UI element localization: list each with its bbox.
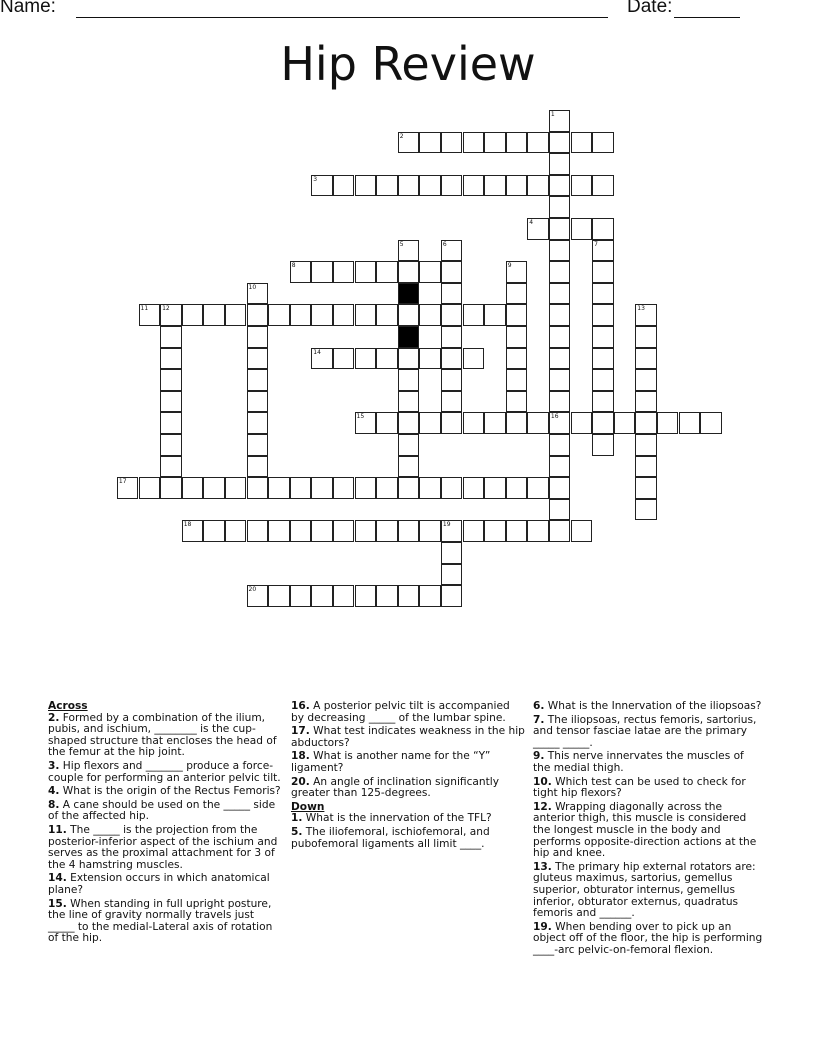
clue-number: 12 bbox=[162, 305, 170, 313]
clue-num: 18. bbox=[291, 750, 310, 763]
grid-cell[interactable] bbox=[203, 477, 225, 499]
grid-cell[interactable] bbox=[376, 477, 398, 499]
clue-num: 5. bbox=[291, 825, 303, 838]
grid-cell[interactable] bbox=[463, 520, 485, 542]
clue-text: The iliopsoas, rectus femoris, sartorius, and tensor fasciae latae are the primary _____ _____. bbox=[533, 713, 757, 749]
clue-num: 20. bbox=[291, 775, 310, 788]
grid-cell[interactable] bbox=[376, 304, 398, 326]
clue-across bbox=[48, 800, 282, 823]
grid-cell[interactable] bbox=[441, 283, 463, 305]
grid-cell[interactable] bbox=[203, 520, 225, 542]
grid-cell[interactable] bbox=[419, 304, 441, 326]
grid-cell[interactable] bbox=[549, 348, 571, 370]
clue-text: A cane should be used on the _____ side of the affected hip. bbox=[48, 798, 276, 823]
grid-cell[interactable] bbox=[441, 326, 463, 348]
grid-cell[interactable] bbox=[419, 175, 441, 197]
clue-down bbox=[533, 751, 763, 774]
grid-cell[interactable] bbox=[441, 132, 463, 154]
grid-cell[interactable] bbox=[398, 391, 420, 413]
clue-number: 10 bbox=[248, 283, 257, 291]
grid-cell[interactable] bbox=[441, 477, 463, 499]
clue-text: When standing in full upright posture, the line of gravity normally travels just _____ to the medial-Lateral axis of rotation of the hip. bbox=[48, 897, 273, 945]
clue-across bbox=[291, 701, 525, 724]
clue-num: 15. bbox=[48, 897, 67, 910]
clue-number: 4 bbox=[529, 219, 534, 226]
grid-cell[interactable] bbox=[441, 261, 463, 283]
clue-number: 5 bbox=[399, 240, 404, 248]
grid-cell[interactable] bbox=[484, 412, 506, 434]
grid-cell[interactable] bbox=[398, 240, 420, 262]
grid-cell[interactable] bbox=[376, 175, 398, 197]
clues-column-1 bbox=[48, 701, 282, 947]
grid-cell[interactable] bbox=[571, 412, 593, 434]
clue-down bbox=[533, 777, 763, 800]
clue-down bbox=[291, 813, 525, 825]
clue-num: 8. bbox=[48, 798, 60, 811]
clue-num: 11. bbox=[48, 823, 67, 836]
grid-cell[interactable] bbox=[484, 175, 506, 197]
grid-cell[interactable] bbox=[419, 477, 441, 499]
grid-cell[interactable] bbox=[160, 369, 182, 391]
clue-across bbox=[48, 873, 282, 896]
grid-cell[interactable] bbox=[506, 304, 528, 326]
grid-cell[interactable] bbox=[333, 348, 355, 370]
clue-text: When bending over to pick up an object off of the floor, the hip is performing ____-arc pelvic-on-femoral flexion. bbox=[533, 920, 763, 956]
clue-num: 10. bbox=[533, 775, 552, 788]
grid-cell[interactable] bbox=[376, 261, 398, 283]
clue-number: 18 bbox=[183, 521, 192, 529]
grid-cell[interactable] bbox=[268, 585, 290, 607]
grid-cell[interactable] bbox=[657, 412, 679, 434]
clue-text: Wrapping diagonally across the anterior thigh, this muscle is considered the longest muscle in the body and performs opposite-direction actions at the hip and knee. bbox=[533, 800, 757, 860]
grid-cell[interactable] bbox=[268, 477, 290, 499]
clue-number: 7 bbox=[594, 240, 598, 248]
grid-cell[interactable] bbox=[355, 520, 377, 542]
grid-cell[interactable] bbox=[398, 261, 420, 283]
grid-cell[interactable] bbox=[398, 456, 420, 478]
grid-cell[interactable] bbox=[311, 304, 333, 326]
grid-cell[interactable] bbox=[225, 304, 247, 326]
grid-cell[interactable] bbox=[549, 283, 571, 305]
grid-cell[interactable] bbox=[160, 326, 182, 348]
grid-cell[interactable] bbox=[247, 283, 269, 305]
grid-cell[interactable] bbox=[484, 520, 506, 542]
clue-num: 17. bbox=[291, 725, 310, 738]
grid-cell[interactable] bbox=[571, 218, 593, 240]
grid-cell[interactable] bbox=[549, 153, 571, 175]
grid-block bbox=[398, 283, 420, 305]
grid-cell[interactable] bbox=[463, 175, 485, 197]
grid-cell[interactable] bbox=[355, 348, 377, 370]
grid-cell[interactable] bbox=[333, 304, 355, 326]
grid-cell[interactable] bbox=[635, 412, 657, 434]
grid-cell[interactable] bbox=[398, 132, 420, 154]
clue-text: An angle of inclination significantly greater than 125-degrees. bbox=[291, 775, 499, 800]
grid-cell[interactable] bbox=[527, 520, 549, 542]
grid-cell[interactable] bbox=[549, 132, 571, 154]
clue-num: 1. bbox=[291, 812, 303, 825]
grid-cell[interactable] bbox=[355, 261, 377, 283]
grid-cell[interactable] bbox=[592, 132, 614, 154]
clue-text: Which test can be used to check for tight hip flexors? bbox=[533, 775, 746, 800]
clue-num: 4. bbox=[48, 785, 60, 798]
grid-cell[interactable] bbox=[635, 326, 657, 348]
grid-cell[interactable] bbox=[592, 175, 614, 197]
grid-cell[interactable] bbox=[549, 304, 571, 326]
grid-cell[interactable] bbox=[549, 520, 571, 542]
grid-cell[interactable] bbox=[160, 477, 182, 499]
grid-cell[interactable] bbox=[333, 585, 355, 607]
grid-cell[interactable] bbox=[571, 132, 593, 154]
clue-num: 14. bbox=[48, 872, 67, 885]
grid-cell[interactable] bbox=[290, 304, 312, 326]
clue-down bbox=[533, 922, 763, 957]
grid-cell[interactable] bbox=[398, 477, 420, 499]
grid-cell[interactable] bbox=[679, 412, 701, 434]
grid-cell[interactable] bbox=[527, 175, 549, 197]
clue-text: The iliofemoral, ischiofemoral, and pubofemoral ligaments all limit ____. bbox=[291, 825, 490, 850]
clue-num: 2. bbox=[48, 711, 60, 724]
grid-cell[interactable] bbox=[463, 348, 485, 370]
grid-cell[interactable] bbox=[592, 348, 614, 370]
clue-number: 19 bbox=[442, 521, 451, 529]
grid-cell[interactable] bbox=[247, 369, 269, 391]
grid-cell[interactable] bbox=[182, 477, 204, 499]
grid-cell[interactable] bbox=[635, 391, 657, 413]
grid-cell[interactable] bbox=[441, 304, 463, 326]
grid-cell[interactable] bbox=[398, 348, 420, 370]
grid-cell[interactable] bbox=[484, 477, 506, 499]
grid-cell[interactable] bbox=[441, 564, 463, 586]
grid-cell[interactable] bbox=[160, 434, 182, 456]
grid-cell[interactable] bbox=[463, 477, 485, 499]
clue-text: The primary hip external rotators are: gluteus maximus, sartorius, gemellus superior, obturator internus, gemellus inferior, obturator externus, quadratus femoris and ______. bbox=[533, 860, 756, 920]
grid-cell[interactable] bbox=[290, 520, 312, 542]
grid-cell[interactable] bbox=[549, 369, 571, 391]
grid-cell[interactable] bbox=[419, 585, 441, 607]
grid-cell[interactable] bbox=[247, 477, 269, 499]
grid-cell[interactable] bbox=[527, 218, 549, 240]
grid-cell[interactable] bbox=[398, 520, 420, 542]
grid-cell[interactable] bbox=[419, 261, 441, 283]
grid-cell[interactable] bbox=[463, 132, 485, 154]
grid-cell[interactable] bbox=[441, 391, 463, 413]
grid-cell[interactable] bbox=[441, 520, 463, 542]
grid-cell[interactable] bbox=[139, 304, 161, 326]
grid-cell[interactable] bbox=[376, 520, 398, 542]
clue-across bbox=[291, 726, 525, 749]
clue-number: 1 bbox=[550, 111, 555, 118]
grid-cell[interactable] bbox=[441, 175, 463, 197]
grid-cell[interactable] bbox=[290, 585, 312, 607]
clue-num: 13. bbox=[533, 860, 552, 873]
clue-number: 17 bbox=[118, 478, 127, 486]
grid-cell[interactable] bbox=[549, 477, 571, 499]
grid-cell[interactable] bbox=[268, 520, 290, 542]
grid-cell[interactable] bbox=[441, 585, 463, 607]
grid-cell[interactable] bbox=[549, 499, 571, 521]
grid-cell[interactable] bbox=[635, 456, 657, 478]
grid-cell[interactable] bbox=[160, 391, 182, 413]
grid-cell[interactable] bbox=[311, 175, 333, 197]
clue-across bbox=[48, 899, 282, 945]
grid-cell[interactable] bbox=[527, 132, 549, 154]
grid-cell[interactable] bbox=[549, 196, 571, 218]
clue-text: Extension occurs in which anatomical plane? bbox=[48, 872, 270, 896]
clue-num: 16. bbox=[291, 700, 310, 712]
grid-cell[interactable] bbox=[592, 391, 614, 413]
grid-cell[interactable] bbox=[203, 304, 225, 326]
clues-column-3 bbox=[533, 701, 763, 958]
clue-number: 6 bbox=[442, 240, 447, 248]
grid-cell[interactable] bbox=[311, 477, 333, 499]
grid-cell[interactable] bbox=[139, 477, 161, 499]
clue-number: 14 bbox=[313, 348, 321, 356]
grid-cell[interactable] bbox=[549, 175, 571, 197]
grid-cell[interactable] bbox=[268, 304, 290, 326]
clue-num: 7. bbox=[533, 713, 545, 726]
grid-cell[interactable] bbox=[614, 412, 636, 434]
grid-cell[interactable] bbox=[355, 304, 377, 326]
grid-cell[interactable] bbox=[182, 520, 204, 542]
grid-cell[interactable] bbox=[592, 283, 614, 305]
page-title: Hip Review bbox=[280, 37, 536, 91]
grid-cell[interactable] bbox=[549, 261, 571, 283]
clue-text: This nerve innervates the muscles of the medial thigh. bbox=[533, 750, 744, 774]
grid-cell[interactable] bbox=[290, 261, 312, 283]
grid-cell[interactable] bbox=[463, 304, 485, 326]
grid-cell[interactable] bbox=[247, 456, 269, 478]
grid-cell[interactable] bbox=[549, 326, 571, 348]
clue-text: What is the innervation of the TFL? bbox=[305, 812, 492, 825]
grid-cell[interactable] bbox=[290, 477, 312, 499]
clue-number: 11 bbox=[140, 305, 149, 313]
grid-cell[interactable] bbox=[225, 477, 247, 499]
grid-cell[interactable] bbox=[398, 585, 420, 607]
grid-cell[interactable] bbox=[117, 477, 139, 499]
grid-cell[interactable] bbox=[247, 304, 269, 326]
clue-text: What test indicates weakness in the hip abductors? bbox=[291, 725, 525, 749]
grid-cell[interactable] bbox=[160, 412, 182, 434]
grid-cell[interactable] bbox=[247, 434, 269, 456]
clue-across bbox=[48, 713, 282, 759]
grid-cell[interactable] bbox=[247, 326, 269, 348]
grid-cell[interactable] bbox=[355, 175, 377, 197]
grid-cell[interactable] bbox=[419, 412, 441, 434]
grid-cell[interactable] bbox=[571, 520, 593, 542]
grid-cell[interactable] bbox=[635, 369, 657, 391]
clue-down bbox=[533, 701, 763, 713]
grid-cell[interactable] bbox=[441, 412, 463, 434]
grid-cell[interactable] bbox=[527, 412, 549, 434]
grid-cell[interactable] bbox=[376, 348, 398, 370]
grid-cell[interactable] bbox=[311, 585, 333, 607]
clue-number: 9 bbox=[507, 262, 512, 270]
grid-cell[interactable] bbox=[355, 412, 377, 434]
grid-cell[interactable] bbox=[398, 304, 420, 326]
clue-number: 13 bbox=[637, 305, 645, 313]
grid-cell[interactable] bbox=[592, 369, 614, 391]
grid-cell[interactable] bbox=[592, 240, 614, 262]
grid-cell[interactable] bbox=[398, 369, 420, 391]
clue-text: Formed by a combination of the ilium, pubis, and ischium, ________ is the cup-shaped structure that encloses the head of the femur at the hip joint. bbox=[48, 711, 277, 759]
grid-cell[interactable] bbox=[355, 477, 377, 499]
name-label: Name: bbox=[0, 0, 56, 17]
section-heading: Down bbox=[291, 800, 325, 813]
clue-text: Hip flexors and _______ produce a force-couple for performing an anterior pelvic tilt. bbox=[48, 759, 281, 784]
clue-number: 8 bbox=[291, 262, 296, 270]
grid-cell[interactable] bbox=[549, 240, 571, 262]
grid-cell[interactable] bbox=[398, 412, 420, 434]
grid-cell[interactable] bbox=[549, 110, 571, 132]
grid-cell[interactable] bbox=[527, 477, 549, 499]
grid-cell[interactable] bbox=[592, 218, 614, 240]
clue-text: What is another name for the “Y” ligament? bbox=[291, 750, 491, 774]
grid-cell[interactable] bbox=[311, 520, 333, 542]
grid-cell[interactable] bbox=[333, 520, 355, 542]
grid-cell[interactable] bbox=[247, 585, 269, 607]
grid-cell[interactable] bbox=[160, 456, 182, 478]
grid-cell[interactable] bbox=[592, 412, 614, 434]
grid-cell[interactable] bbox=[311, 261, 333, 283]
clue-across bbox=[48, 761, 282, 784]
grid-cell[interactable] bbox=[635, 304, 657, 326]
grid-cell[interactable] bbox=[506, 261, 528, 283]
clue-num: 9. bbox=[533, 750, 545, 763]
grid-cell[interactable] bbox=[333, 175, 355, 197]
clue-num: 12. bbox=[533, 800, 552, 813]
grid-cell[interactable] bbox=[592, 326, 614, 348]
grid-cell[interactable] bbox=[506, 391, 528, 413]
grid-cell[interactable] bbox=[419, 520, 441, 542]
grid-cell[interactable] bbox=[441, 240, 463, 262]
clue-text: What is the Innervation of the iliopsoas? bbox=[547, 700, 762, 712]
grid-cell[interactable] bbox=[506, 369, 528, 391]
grid-cell[interactable] bbox=[549, 412, 571, 434]
grid-cell[interactable] bbox=[247, 412, 269, 434]
grid-cell[interactable] bbox=[441, 348, 463, 370]
grid-cell[interactable] bbox=[592, 434, 614, 456]
clue-num: 3. bbox=[48, 759, 60, 772]
grid-cell[interactable] bbox=[549, 434, 571, 456]
clue-num: 19. bbox=[533, 920, 552, 933]
grid-cell[interactable] bbox=[549, 218, 571, 240]
grid-cell[interactable] bbox=[376, 412, 398, 434]
grid-block bbox=[398, 326, 420, 348]
clue-across bbox=[291, 777, 525, 800]
grid-cell[interactable] bbox=[700, 412, 722, 434]
grid-cell[interactable] bbox=[592, 304, 614, 326]
grid-cell[interactable] bbox=[376, 585, 398, 607]
grid-cell[interactable] bbox=[398, 175, 420, 197]
grid-cell[interactable] bbox=[225, 520, 247, 542]
clue-across bbox=[48, 786, 282, 798]
grid-cell[interactable] bbox=[441, 369, 463, 391]
grid-cell[interactable] bbox=[463, 412, 485, 434]
grid-cell[interactable] bbox=[506, 477, 528, 499]
grid-cell[interactable] bbox=[635, 348, 657, 370]
date-label: Date: bbox=[627, 0, 673, 17]
clue-down bbox=[533, 802, 763, 860]
grid-cell[interactable] bbox=[247, 520, 269, 542]
grid-cell[interactable] bbox=[549, 391, 571, 413]
clue-across bbox=[48, 825, 282, 871]
clue-down bbox=[533, 715, 763, 750]
clues-column-2 bbox=[291, 701, 525, 852]
clue-text: What is the origin of the Rectus Femoris? bbox=[62, 785, 281, 798]
clue-num: 6. bbox=[533, 700, 545, 712]
grid-cell[interactable] bbox=[506, 283, 528, 305]
grid-cell[interactable] bbox=[182, 304, 204, 326]
grid-cell[interactable] bbox=[506, 175, 528, 197]
grid-cell[interactable] bbox=[160, 304, 182, 326]
clue-across bbox=[291, 751, 525, 774]
grid-cell[interactable] bbox=[506, 520, 528, 542]
grid-cell[interactable] bbox=[506, 132, 528, 154]
clue-number: 15 bbox=[356, 413, 365, 421]
grid-cell[interactable] bbox=[484, 132, 506, 154]
clue-text: A posterior pelvic tilt is accompanied by decreasing _____ of the lumbar spine. bbox=[291, 700, 510, 724]
grid-cell[interactable] bbox=[333, 477, 355, 499]
grid-cell[interactable] bbox=[506, 412, 528, 434]
grid-cell[interactable] bbox=[484, 304, 506, 326]
grid-cell[interactable] bbox=[419, 132, 441, 154]
clue-text: The _____ is the projection from the posterior-inferior aspect of the ischium and serves as the proximal attachment for 3 of the 4 hamstring muscles. bbox=[48, 823, 278, 871]
grid-cell[interactable] bbox=[592, 261, 614, 283]
grid-cell[interactable] bbox=[247, 348, 269, 370]
grid-cell[interactable] bbox=[635, 434, 657, 456]
grid-cell[interactable] bbox=[506, 326, 528, 348]
grid-cell[interactable] bbox=[635, 499, 657, 521]
grid-cell[interactable] bbox=[398, 434, 420, 456]
grid-cell[interactable] bbox=[247, 391, 269, 413]
grid-cell[interactable] bbox=[635, 477, 657, 499]
grid-cell[interactable] bbox=[571, 175, 593, 197]
grid-cell[interactable] bbox=[355, 585, 377, 607]
grid-cell[interactable] bbox=[160, 348, 182, 370]
grid-cell[interactable] bbox=[311, 348, 333, 370]
section-heading: Across bbox=[48, 700, 88, 712]
clue-number: 2 bbox=[399, 132, 404, 140]
grid-cell[interactable] bbox=[441, 542, 463, 564]
clue-number: 3 bbox=[313, 175, 318, 183]
clue-number: 16 bbox=[550, 413, 559, 421]
grid-cell[interactable] bbox=[333, 261, 355, 283]
clue-number: 20 bbox=[248, 586, 257, 594]
grid-cell[interactable] bbox=[419, 348, 441, 370]
clue-down bbox=[533, 862, 763, 920]
grid-cell[interactable] bbox=[506, 348, 528, 370]
grid-cell[interactable] bbox=[549, 456, 571, 478]
clue-down bbox=[291, 827, 525, 850]
